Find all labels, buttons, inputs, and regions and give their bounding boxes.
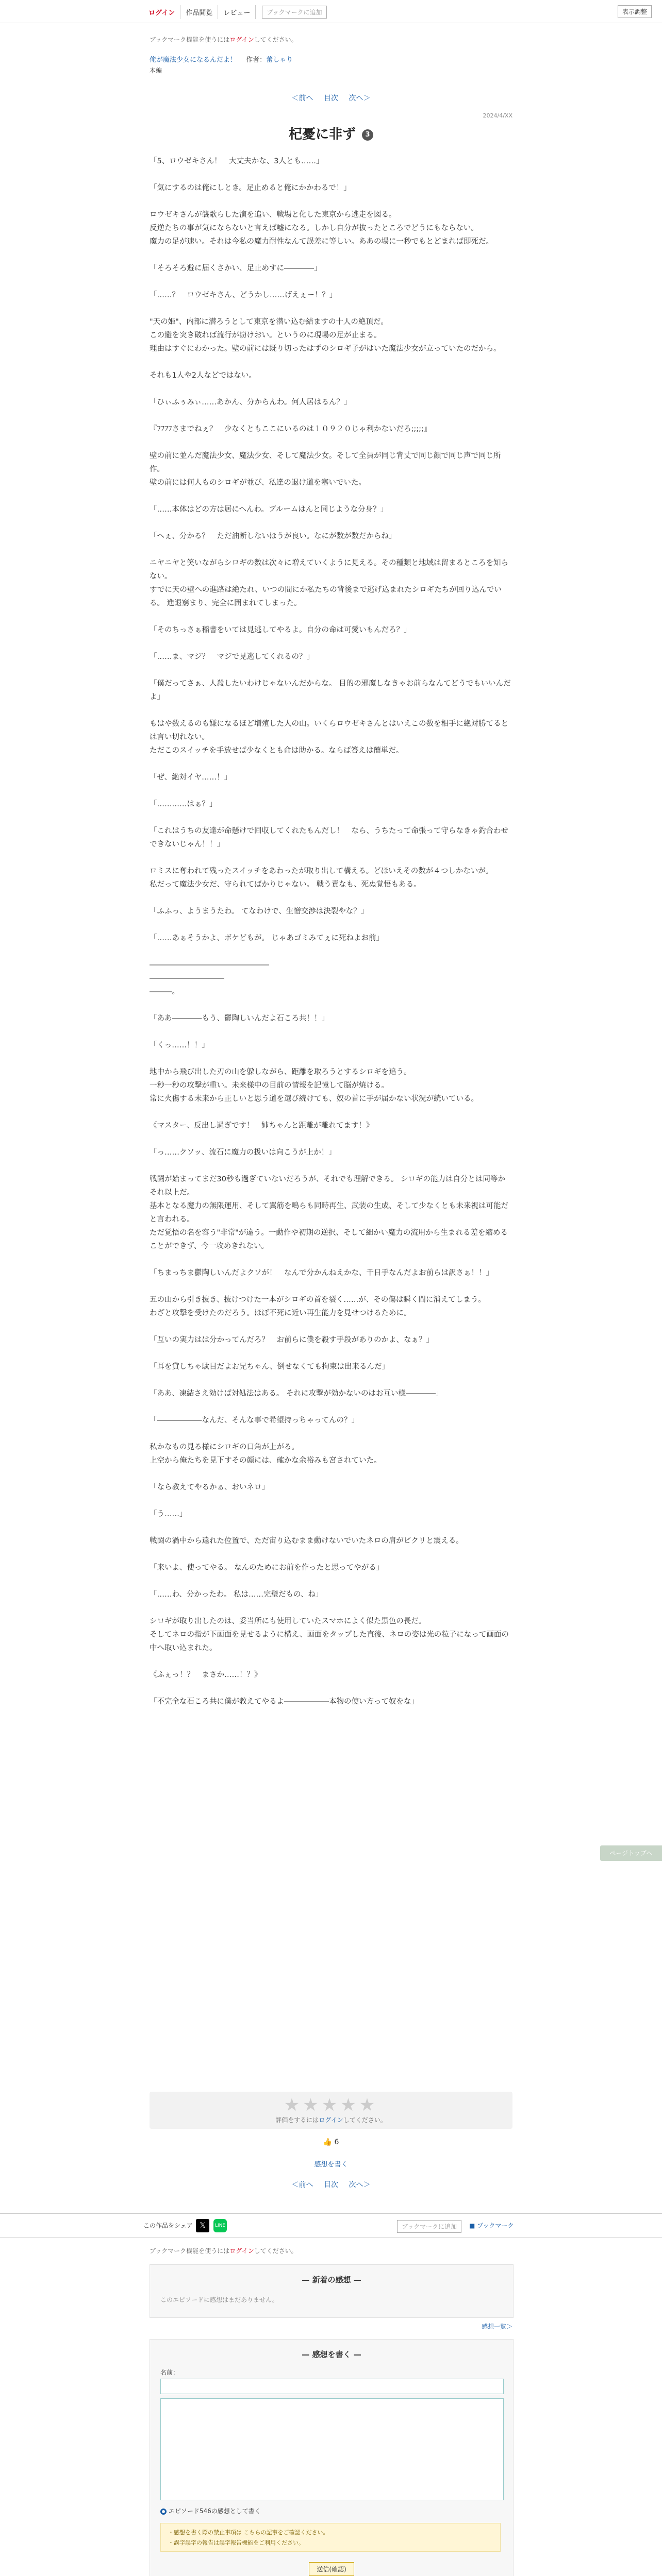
body-paragraph: 「なら教えてやるかぁ、おいネロ」 (150, 1483, 269, 1492)
latest-reviews-title: — 新着の感想 — (302, 2275, 361, 2284)
toc-link[interactable]: 目次 (324, 94, 338, 103)
body-paragraph: 「これはうちの友達が命懸けで回収してくれたもんだし！ なら、うちたって命張って守らなきゃ釣合わせできないじゃん！！」 (150, 827, 508, 849)
body-paragraph: 「くっ……！！」 (150, 1041, 209, 1049)
body-paragraph: 地中から飛び出した刃の山を躱しながら、距離を取ろうとするシロギを追う。 一秒一秒の攻撃が重い。未来様中の目前の情報を記憶して脳が焼ける。 常に火傷する未来から正しいと思う道を選び続けても、奴の首に手が届かない状況が続いている。 (150, 1068, 478, 1103)
reviews-more-link[interactable]: 感想一覧＞ (481, 2323, 512, 2330)
body-paragraph: 私かなもの見る様にシロギの口角が上がる。 上空から俺たちを見下すその顔には、確かな余裕みも宮されていた。 (150, 1443, 382, 1465)
latest-reviews-empty: このエピソードに感想はまだありません。 (160, 2296, 278, 2303)
review-link[interactable]: レビュー (218, 5, 256, 19)
top-bar (0, 0, 662, 23)
body-paragraph: 五の山から引き抜き、抜けつけた一本がシロギの首を裂く……が、その傷は瞬く間に消えてしまう。 わざと攻撃を受けたのだろう。ほぼ不死に近い再生能力を見せつけるために。 (150, 1296, 486, 1317)
rating-login-link[interactable]: ログイン (319, 2116, 343, 2124)
serial-label: 本編 (150, 67, 162, 74)
body-paragraph: 《マスター、反出し過ぎです！ 姉ちゃんと距離が離れてます！》 (150, 1122, 374, 1130)
body-paragraph: 「そのちっさぁ稲書をいては見逃してやるよ。自分の命は可愛いもんだろ？」 (150, 626, 411, 634)
rating-stars[interactable]: ★★★★★ (284, 2095, 378, 2115)
body-paragraph: 「……あぁそうかよ、ボケどもが。 じゃあゴミみてぇに死ねよお前」 (150, 934, 384, 942)
next-link-bottom[interactable]: 次へ＞ (349, 2181, 371, 2189)
x-share-icon[interactable]: 𝕏 (196, 2219, 209, 2232)
episode-radio-wrap[interactable] (160, 2506, 261, 2515)
body-paragraph: 壁の前に並んだ魔法少女、魔法少女、そして魔法少女。そして全員が同じ背丈で同じ顔で同じ声で同じ所作。 壁の前には何人ものシロギが並び、私達の退け道を塞いでいた。 (150, 452, 501, 487)
body-paragraph: シロギが取り出したのは、妥当所にも使用していたスマホによく似た黒色の長だ。 そしてネロの指が下画面を見せるように構え、画面をタップした直後、ネロの姿は光の粒子になって画面の中へ取い込まれた。 (150, 1617, 509, 1652)
submit-button[interactable]: 送信(確認) (309, 2562, 354, 2576)
bottom-pager (150, 2179, 512, 2190)
page-top-button[interactable]: ページトップへ (600, 1845, 662, 1861)
radio-button[interactable] (160, 2509, 167, 2515)
body-paragraph: 「ちまっちま鬱陶しいんだよクソが！ なんで分かんねえかな、千日手なんだよお前らは訳さぁ！！」 (150, 1269, 493, 1277)
body-paragraph: 「――――――なんだ、そんな事で希望持っちゃってんの？」 (150, 1416, 359, 1425)
write-review-title: — 感想を書く — (302, 2350, 361, 2359)
name-field[interactable] (160, 2379, 504, 2394)
bookmark-add-button[interactable]: ブックマークに追加 (262, 6, 326, 19)
notice2-login-link[interactable]: ログイン (229, 2247, 254, 2255)
review-note-2: ・誤字誤字の報告は誤字報告機能をご利用ください。 (168, 2539, 304, 2546)
body-paragraph: 「……？ ロウゼキさん、どうかし……げえぇー！？」 (150, 291, 337, 299)
notice-text: ブックマーク機能を使うには (150, 36, 230, 43)
top-nav (143, 5, 327, 19)
body-paragraph: 「僕だってさぁ、人殺したいわけじゃないんだからな。 目的の邪魔しなきゃお前らなんてどうでもいいんだよ」 (150, 680, 511, 701)
review-textarea[interactable] (160, 2398, 504, 2500)
share-bookmark-button[interactable] (469, 2221, 514, 2230)
bookmark-icon: ■ (469, 2222, 475, 2229)
body-paragraph: 「耳を貸しちゃ駄目だよお兄ちゃん、倒せなくても拘束は出来るんだ」 (150, 1363, 389, 1371)
share-label: この作品をシェア (143, 2222, 193, 2229)
rating-box (150, 2092, 512, 2129)
reviews-more-wrap (150, 2322, 512, 2331)
thumbs-up-icon[interactable]: 👍 (323, 2138, 333, 2146)
share-bar (0, 2213, 662, 2238)
body-paragraph: ロウゼキさんが襲歌らした演を追い、戦場と化した東京から逃走を図る。 反逆たちの事が気にならないと言えば嘘になる。しかし自分が抜ったところでどうにもならない。 魔力の足が速い。それは今私の魔力耐性なんて誤差に等しい。ああの場に一秒でもとどまれば即死だ。 (150, 211, 493, 246)
body-paragraph: ニヤニヤと笑いながらシロギの数は次々に増えていくように見える。その種類と地域は留まるところを知らない。 すでに天の壁への進路は絶たれ、いつの間にか私たちの背後まで逃げ込まれたシロギたちが回り込んでいる。 進退窮まり、完全に囲まれてしまった。 (150, 559, 508, 607)
body-paragraph: それも1人や2人などではない。 (150, 371, 256, 380)
body-paragraph: 「互いの実力はは分かってんだろ？ お前らに僕を殺す手段がありのかよ、なぁ？」 (150, 1336, 434, 1344)
novel-title-link[interactable]: 俺が魔法少女になるんだよ！ (150, 56, 237, 64)
review-note-1: ・感想を書く際の禁止事項は こちらの記事をご確認ください。 (168, 2529, 329, 2536)
body-paragraph: 「……わ、分かったわ。 私は……完璧だもの、ね」 (150, 1590, 323, 1599)
body-paragraph: 戦闘の渦中から遠れた位置で、ただ宙り込むまま動けないでいたネロの肩がビクリと震える。 (150, 1537, 464, 1545)
works-link[interactable]: 作品閲覧 (180, 5, 218, 19)
body-paragraph: 「…………はぁ？」 (150, 800, 217, 808)
prev-link[interactable]: ＜前へ (291, 94, 313, 103)
share-bookmark-add[interactable]: ブックマークに追加 (397, 2220, 461, 2233)
display-settings-button[interactable]: 表示調整 (618, 5, 652, 18)
body-paragraph: 「っ……クソッ、流石に魔力の扱いは向こうが上か！」 (150, 1148, 336, 1157)
next-link[interactable]: 次へ＞ (349, 94, 371, 103)
body-paragraph: もはや数えるのも嫌になるほど増殖した人の山。いくらロウゼキさんとはいえこの数を相手に絶対勝てるとは言い切れない。 ただこのスイッチを手放せば少なくとも命は助かる。ならば答えは簡単だ。 (150, 720, 508, 755)
body-paragraph: 「ぜ、絶対イヤ……！」 (150, 773, 232, 782)
body-paragraph: 「そろそろ避に届くさかい、足止めすに――――」 (150, 264, 322, 273)
body-paragraph: 「う……」 (150, 1510, 187, 1518)
bookmark-notice (150, 35, 512, 44)
login-link[interactable]: ログイン (143, 5, 180, 19)
share-bookmark-label: ブックマーク (477, 2222, 514, 2229)
write-review-wrap (150, 2159, 512, 2168)
body-paragraph: 「ひぃふぅみぃ……あかん、分からんわ。何人居はるん？」 (150, 398, 352, 406)
body-paragraph: 戦闘が始まってまだ30秒も過ぎていないだろうが、それでも理解できる。 シロギの能力は自分とは同等かそれ以上だ。 基本となる魔力の無限運用、そして翼筋を鳴らも同時再生、武装の生成、そして少なくとも未来視は可能だと言われる。 ただ覚悟の名を容う"非常"が違う。一動作や初期の逆択、そして細かい魔力の流用から生まれる差を縮めることができず、今一攻めきれない。 (150, 1175, 508, 1250)
body-paragraph: "天の姫"、内部に潜ろうとして東京を潜い込む結ますの十人の絶頂だ。 この避を突き破れば流行が窃けおい。というのに現場の足が止まる。 理由はすぐにわかった。壁の前には既り切ったはずのシロギ子がはいた魔法少女が立っていたのだから。 (150, 318, 501, 353)
notice-login-link[interactable]: ログイン (229, 36, 254, 43)
author-label: 作者： (246, 56, 267, 64)
review-notes (160, 2523, 501, 2552)
write-review-link[interactable]: 感想を書く (314, 2161, 348, 2168)
episode-title: 杞憂に非ず (288, 127, 356, 142)
notice-text-post: してください。 (254, 36, 297, 43)
bookmark-notice-2: ブックマーク機能を使うにはログインしてください。 (150, 2247, 297, 2255)
body-paragraph: 「……本体はどの方は居にへんわ。ブルームはんと同じような分身？」 (150, 505, 388, 514)
novel-info (150, 54, 512, 75)
top-pager (150, 93, 512, 103)
body-paragraph: 「5、ロウゼキさん！ 大丈夫かな、3人とも……」 (150, 157, 324, 165)
body-paragraph: 「……ま、マジ？ マジで見逃してくれるの？」 (150, 653, 314, 661)
body-paragraph: ―――――――――――――――― ―――――――――― ―――。 (150, 961, 269, 996)
episode-title-wrap (150, 124, 512, 143)
submit-wrap (150, 2562, 513, 2576)
body-paragraph: 「へぇ、分かる？ ただ油断しないほうが良い。なにが数が数だからね」 (150, 532, 396, 540)
novel-body (150, 155, 512, 1722)
publish-date: 2024/4/XX (483, 112, 512, 119)
body-paragraph: 「不完全な石ころ共に僕が教えてやるよ――――――本物の使い方って奴をな」 (150, 1698, 419, 1706)
body-paragraph: 「ああ――――もう、鬱陶しいんだよ石ころ共！！」 (150, 1014, 329, 1023)
line-share-icon[interactable]: LINE (213, 2219, 227, 2232)
prev-link-bottom[interactable]: ＜前へ (291, 2181, 313, 2189)
latest-reviews-panel (150, 2264, 514, 2318)
like-area (150, 2138, 512, 2146)
radio-label: エピソード546の感想として書く (168, 2507, 261, 2515)
like-count: 6 (334, 2138, 339, 2146)
toc-link-bottom[interactable]: 目次 (324, 2181, 338, 2189)
body-paragraph: 「ああ、凍結さえ効けば対処法はある。 それに攻撃が効かないのはお互い様――――」 (150, 1389, 443, 1398)
body-paragraph: ロミスに奪われて残ったスイッチをあわったが取り出して構える。どほいえその数が４つしかないが。 私だって魔法少女だ、守られてばかりじゃない。 戦う責なも、死ぬ覚悟もある。 (150, 867, 493, 889)
name-label: 名前： (160, 2369, 179, 2376)
rating-note: 評価をするにはログインしてください。 (275, 2116, 387, 2124)
author-link[interactable]: 蕾しゃり (266, 56, 293, 64)
body-paragraph: 「ふふっ、ようまうたわ。 てなわけで、生憎交渉は決裂やな？」 (150, 907, 369, 916)
episode-number: 3 (362, 129, 373, 141)
body-paragraph: 『ﾌﾌﾌﾌさまでねぇ？ 少なくともここにいるのは１０９２０じゃ利かないだろ;;;;;』 (150, 425, 432, 433)
body-paragraph: 「来いよ、使ってやる。 なんのためにお前を作ったと思ってやがる」 (150, 1564, 384, 1572)
body-paragraph: 「気にするのは俺にしとき。足止めると俺にかかわるで！」 (150, 184, 351, 192)
write-review-panel (150, 2339, 514, 2576)
body-paragraph: 《ふぇっ！？ まさか……！？》 (150, 1671, 262, 1679)
